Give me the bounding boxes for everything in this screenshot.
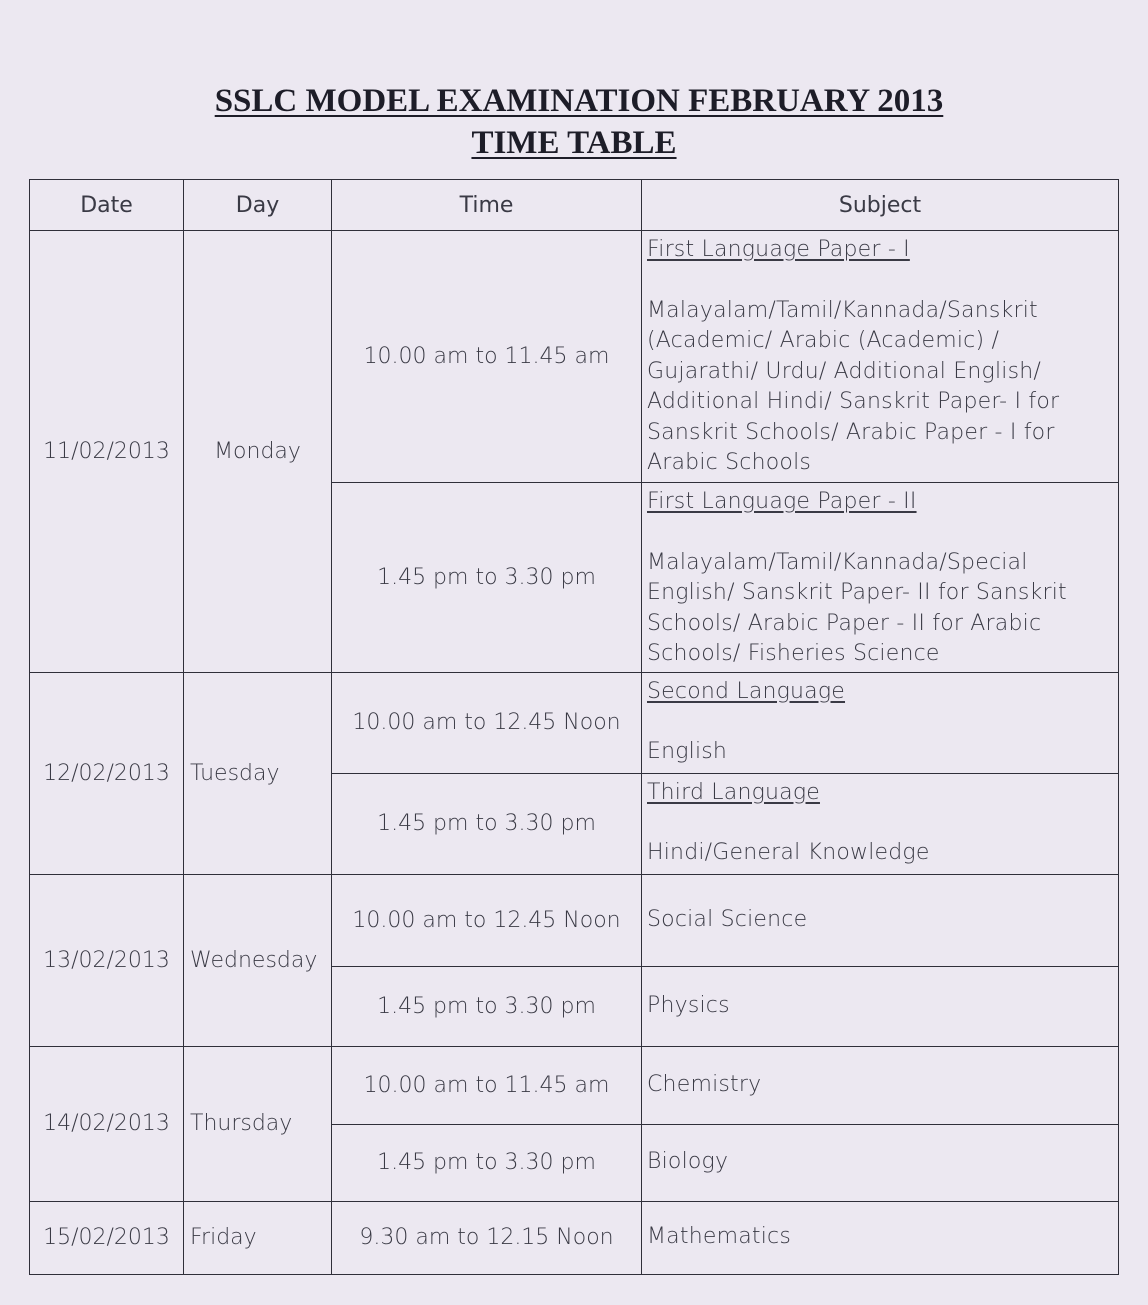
time-cell: 10.00 am to 12.45 Noon xyxy=(332,874,642,966)
header-time: Time xyxy=(332,180,642,231)
subject-cell: Physics xyxy=(642,966,1119,1046)
subject-cell: Chemistry xyxy=(642,1046,1119,1124)
day-cell: Tuesday xyxy=(184,672,332,874)
subject-cell xyxy=(642,672,1119,773)
date-cell: 12/02/2013 xyxy=(30,672,184,874)
table-row xyxy=(30,231,1119,483)
time-cell: 9.30 am to 12.15 Noon xyxy=(332,1201,642,1274)
exam-timetable xyxy=(29,179,1119,1275)
subject-cell xyxy=(642,773,1119,874)
subject-details: English xyxy=(647,739,728,764)
day-cell: Friday xyxy=(184,1201,332,1274)
subject-heading: First Language Paper - I xyxy=(647,237,910,262)
table-row xyxy=(30,672,1119,773)
header-day: Day xyxy=(184,180,332,231)
date-cell: 15/02/2013 xyxy=(30,1201,184,1274)
table-row xyxy=(30,1046,1119,1124)
subject-cell: Social Science xyxy=(642,874,1119,966)
day-cell: Monday xyxy=(184,231,332,673)
table-row xyxy=(30,874,1119,966)
time-cell: 1.45 pm to 3.30 pm xyxy=(332,773,642,874)
subject-details: Malayalam/Tamil/Kannada/Special English/ Sanskrit Paper- II for Sanskrit Schools/ Arabic Paper - II for Arabic Schools/ Fisheries Science xyxy=(647,549,1067,666)
table-row xyxy=(30,1201,1119,1274)
time-cell: 1.45 pm to 3.30 pm xyxy=(332,483,642,673)
time-cell: 10.00 am to 11.45 am xyxy=(332,231,642,483)
time-cell: 1.45 pm to 3.30 pm xyxy=(332,1124,642,1201)
subject-cell xyxy=(642,483,1119,673)
time-cell: 10.00 am to 11.45 am xyxy=(332,1046,642,1124)
time-cell: 10.00 am to 12.45 Noon xyxy=(332,672,642,773)
subject-heading: Third Language xyxy=(647,779,820,805)
header-subject: Subject xyxy=(642,180,1119,231)
time-cell: 1.45 pm to 3.30 pm xyxy=(332,966,642,1046)
header-row xyxy=(30,180,1119,231)
time-table-heading: TIME TABLE xyxy=(471,125,677,161)
day-cell: Thursday xyxy=(184,1046,332,1201)
subject-heading: First Language Paper - II xyxy=(647,489,917,514)
subject-details: Malayalam/Tamil/Kannada/Sanskrit (Academic/ Arabic (Academic) / Gujarathi/ Urdu/ Additional English/ Additional Hindi/ Sanskrit Paper- I for Sanskrit Schools/ Arabic Paper - I for Arabic Schools xyxy=(647,297,1060,475)
date-cell: 14/02/2013 xyxy=(30,1046,184,1201)
header-date: Date xyxy=(30,180,184,231)
subject-cell: Mathematics xyxy=(642,1201,1119,1274)
subject-heading: Second Language xyxy=(647,678,846,704)
document-title xyxy=(0,80,1148,164)
subject-cell: Biology xyxy=(642,1124,1119,1201)
date-cell: 11/02/2013 xyxy=(30,231,184,673)
subject-details: Hindi/General Knowledge xyxy=(647,840,930,865)
date-cell: 13/02/2013 xyxy=(30,874,184,1046)
exam-title: SSLC MODEL EXAMINATION FEBRUARY 2013 xyxy=(214,83,944,119)
subject-cell xyxy=(642,231,1119,483)
day-cell: Wednesday xyxy=(184,874,332,1046)
